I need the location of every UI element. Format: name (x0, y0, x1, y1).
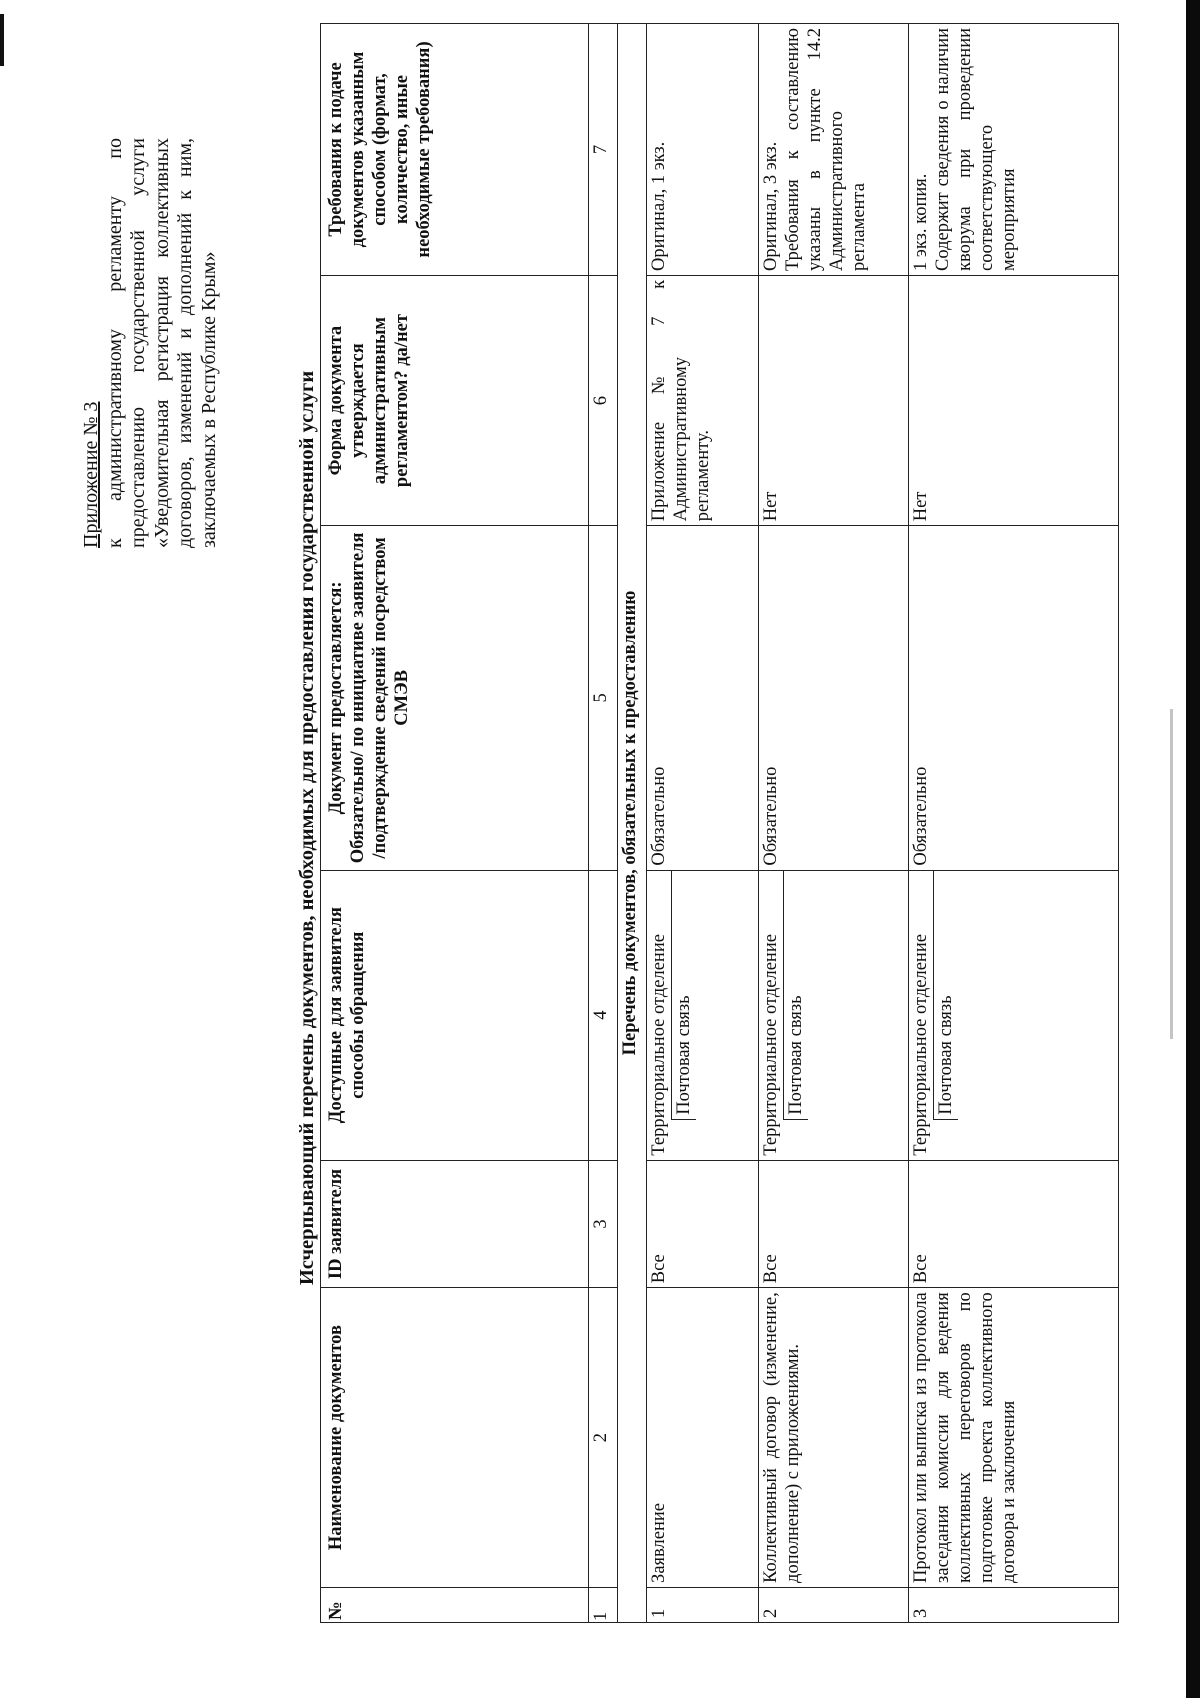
row-applicant: Все (909, 1160, 1119, 1288)
channel-territorial: Территориальное отделение (649, 934, 669, 1156)
table-header-row (321, 24, 589, 1623)
section-row (618, 24, 647, 1623)
row-number: 2 (759, 1587, 909, 1622)
row-document-name: Протокол или выписка из протокола заседания комиссии для ведения коллективных переговоров по подготовке проекта коллективного договора и заключения (909, 1288, 1119, 1588)
row-requirements (759, 24, 909, 276)
row-form-approved: Приложение № 7 к Административному регламенту. (647, 275, 759, 525)
channel-post: Почтовая связь (783, 871, 808, 1120)
appendix-number: Приложение № 3 (80, 401, 102, 548)
column-number: 2 (589, 1288, 618, 1588)
header-number: № (321, 1587, 589, 1622)
column-number: 7 (589, 24, 618, 276)
row-document-name: Коллективный договор (изменение, дополнение) с приложениями. (759, 1288, 909, 1588)
header-applicant-id: ID заявителя (321, 1160, 589, 1288)
table-row (759, 24, 909, 1623)
row-applicant: Все (647, 1160, 759, 1288)
row-number: 3 (909, 1587, 1119, 1622)
row-provided: Обязательно (909, 526, 1119, 870)
row-form-approved: Нет (759, 275, 909, 525)
row-channels (759, 870, 909, 1160)
requirements-main: 1 экз. копия. (911, 173, 931, 271)
row-number: 1 (647, 1587, 759, 1622)
row-channels (909, 870, 1119, 1160)
row-form-approved: Нет (909, 275, 1119, 525)
column-number-row (589, 24, 618, 1623)
appendix-header (80, 138, 221, 548)
requirements-main: Оригинал, 3 экз. (761, 141, 781, 271)
row-applicant: Все (759, 1160, 909, 1288)
section-title: Перечень документов, обязательных к предоставлению (618, 24, 647, 1623)
row-requirements (909, 24, 1119, 276)
requirements-extra: Содержит сведения о наличии кворума при проведении соответствующего мероприятия (933, 28, 1019, 271)
requirements-extra: Требования к составлению указаны в пункте 14.2 Административного регламента (783, 28, 869, 271)
channel-post: Почтовая связь (671, 871, 696, 1120)
column-number: 3 (589, 1160, 618, 1288)
row-channels (647, 870, 759, 1160)
column-number: 4 (589, 870, 618, 1160)
column-number: 1 (589, 1587, 618, 1622)
header-requirements: Требования к подаче документов указанным способом (формат, количество, иные необходимые требования) (321, 24, 589, 276)
documents-table (320, 23, 1119, 1623)
requirements-main: Оригинал, 1 экз. (649, 141, 669, 271)
channel-territorial: Территориальное отделение (761, 934, 781, 1156)
row-requirements (647, 24, 759, 276)
appendix-text: к административному регламенту по предоставлению государственной услуги «Уведомительная регистрация коллективных договоров, изменений и дополнений к ним, заключаемых в Республике Крым» (103, 138, 220, 548)
header-document-name: Наименование документов (321, 1288, 589, 1588)
document-title: Исчерпывающий перечень документов, необходимых для предоставления государственной услуги (296, 370, 318, 1286)
header-provided: Документ предоставляется: Обязательно/ по инициативе заявителя /подтверждение сведений посредством СМЭВ (321, 526, 589, 870)
channel-post: Почтовая связь (933, 871, 958, 1120)
row-provided: Обязательно (647, 526, 759, 870)
header-form-approved: Форма документа утверждается административным регламентом? да/нет (321, 275, 589, 525)
table-row (647, 24, 759, 1623)
channel-territorial: Территориальное отделение (911, 934, 931, 1156)
column-number: 6 (589, 275, 618, 525)
row-provided: Обязательно (759, 526, 909, 870)
row-document-name: Заявление (647, 1288, 759, 1588)
column-number: 5 (589, 526, 618, 870)
table-row (909, 24, 1119, 1623)
header-channels: Доступные для заявителя способы обращения (321, 870, 589, 1160)
